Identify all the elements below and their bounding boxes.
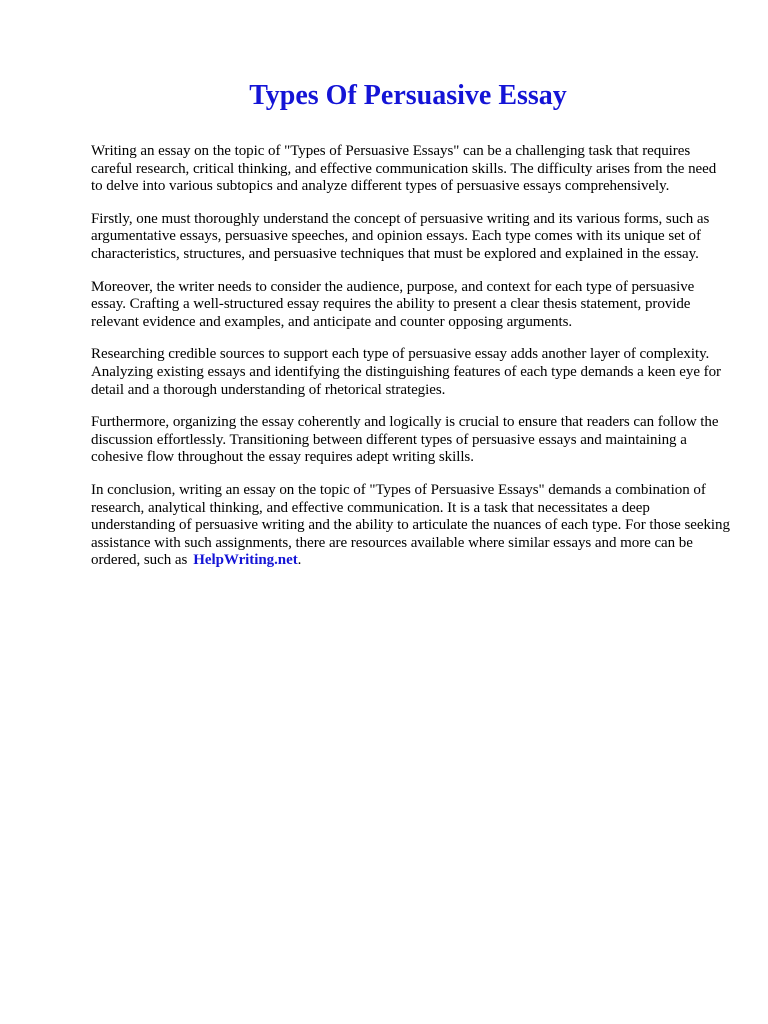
conclusion-period: . bbox=[297, 552, 302, 569]
paragraph-audience: Moreover, the writer needs to consider the audience, purpose, and context for each type of persuasive essay. Crafting a well-structured essay requires the ability to present a clear thesis statement, provide relevant evidence and examples, and anticipate and counter opposing arguments. bbox=[91, 278, 695, 330]
document-page bbox=[91, 76, 731, 585]
paragraph-research: Researching credible sources to support each type of persuasive essay adds another layer of complexity. Analyzing existing essays and identifying the distinguishing features of each type demands a keen eye for detail and a thorough understanding of rhetorical strategies. bbox=[91, 346, 721, 398]
paragraph-organization: Furthermore, organizing the essay coherently and logically is crucial to ensure that readers can follow the discussion effortlessly. Transitioning between different types of persuasive essays and maintaining a cohesive flow throughout the essay requires adept writing skills. bbox=[91, 414, 719, 466]
helpwriting-link[interactable]: HelpWriting.net bbox=[193, 552, 298, 569]
paragraph-conclusion bbox=[91, 482, 731, 570]
document-title: Types Of Persuasive Essay bbox=[249, 80, 567, 111]
paragraph-forms: Firstly, one must thoroughly understand the concept of persuasive writing and its various forms, such as argumentative essays, persuasive speeches, and opinion essays. Each type comes with its unique set of characteristics, structures, and persuasive techniques that must be explored and explained in the essay. bbox=[91, 210, 710, 262]
conclusion-text: In conclusion, writing an essay on the topic of "Types of Persuasive Essays" demands a combination of research, analytical thinking, and effective communication. It is a task that necessitates a deep understanding of persuasive writing and the ability to articulate the nuances of each type. For those seeking assistance with such assignments, there are resources available where similar essays and more can be ordered, such as bbox=[91, 481, 730, 569]
paragraph-intro: Writing an essay on the topic of "Types of Persuasive Essays" can be a challenging task that requires careful research, critical thinking, and effective communication skills. The difficulty arises from the need to delve into various subtopics and analyze different types of persuasive essays comprehensively. bbox=[91, 143, 717, 195]
